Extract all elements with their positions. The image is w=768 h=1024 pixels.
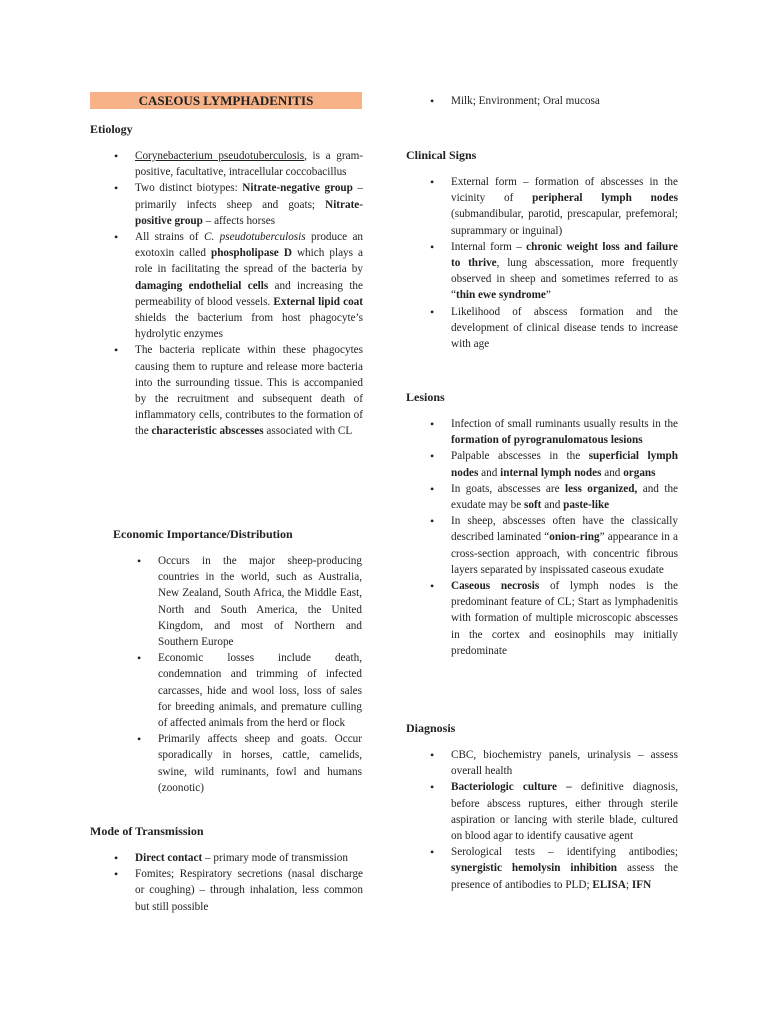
text-run: Bacteriologic culture –	[451, 781, 572, 794]
text-run: The bacteria replicate within these phagocytes causing them to rupture and release more bacteria into the surrounding tissue. This is accompanied by the recruitment and subsequent death of inflammatory cells, contributes to the formation of the	[135, 344, 363, 438]
list-item	[158, 650, 362, 731]
list-item	[451, 779, 678, 844]
text-run: Palpable abscesses in the	[451, 450, 589, 463]
clinical-signs-heading: Clinical Signs	[406, 148, 477, 162]
text-run: thin ewe syndrome	[455, 289, 546, 302]
text-run: assess the presence of antibodies to PLD;	[451, 862, 678, 891]
list-item	[158, 553, 362, 650]
diagnosis-heading: Diagnosis	[406, 721, 456, 735]
text-run: shields the bacterium from host phagocyte’s hydrolytic enzymes	[135, 312, 363, 341]
text-run: External lipid coat	[273, 295, 363, 308]
text-run: less organized,	[565, 482, 638, 495]
text-run: associated with CL	[263, 425, 353, 438]
text-run: Infection of small ruminants usually results in the	[451, 418, 678, 430]
list-item	[451, 448, 678, 480]
text-run: Fomites; Respiratory secretions (nasal discharge or coughing) – through inhalation, less common but still possible	[135, 868, 363, 913]
etiology-heading: Etiology	[90, 122, 133, 136]
clinical-signs-list	[451, 174, 678, 352]
text-run: In sheep, abscesses often have the classically described laminated “	[451, 515, 678, 544]
text-run: synergistic hemolysin inhibition	[451, 862, 618, 875]
text-run: Occurs in the major sheep-producing countries in the world, such as Australia, New Zealand, South Africa, the Middle East, North and South America, the United Kingdom, and most of Northern and Southern Europe	[158, 555, 362, 649]
text-run: ”	[545, 289, 551, 302]
text-run: Caseous necrosis	[451, 580, 540, 593]
text-run: ELISA	[592, 878, 626, 891]
text-run: ;	[625, 878, 632, 891]
list-item	[451, 844, 678, 893]
text-run: of lymph nodes is the predominant feature of CL; Start as lymphadenitis with formation of multiple microscopic abscesses in the cortex and eosinophils may initially predominate	[451, 580, 678, 657]
transmission-heading: Mode of Transmission	[90, 824, 204, 838]
text-run: Nitrate-negative group	[242, 182, 353, 195]
list-item	[135, 229, 363, 342]
text-run: IFN	[631, 878, 652, 891]
text-run: (submandibular, parotid, prescapular, prefemoral; suprammary or inguinal)	[451, 208, 678, 237]
list-item	[135, 342, 363, 439]
list-item	[451, 747, 678, 779]
text-run: characteristic abscesses	[151, 425, 264, 438]
text-run: paste-like	[563, 499, 610, 512]
text-run: Two distinct biotypes:	[135, 182, 243, 195]
list-item	[135, 180, 363, 229]
list-item	[451, 239, 678, 304]
text-run: Corynebacterium pseudotuberculosis	[135, 150, 305, 162]
text-run: Economic losses include death, condemnation and trimming of infected carcasses, hide and wool loss, loss of sales for breeding animals, and premature culling of affected animals from the herd or flock	[158, 652, 362, 730]
text-run: definitive diagnosis, before abscess ruptures, either through sterile aspiration or lancing with sterile blade, cultured on blood agar to identify causative agent	[451, 781, 678, 843]
text-run: and	[478, 466, 501, 479]
list-item	[158, 731, 362, 796]
page-title: CASEOUS LYMPHADENITIS	[90, 92, 362, 109]
text-run: In goats, abscesses are	[451, 482, 566, 495]
economic-list	[158, 553, 362, 796]
transmission-list-continued	[451, 93, 678, 109]
list-item	[135, 866, 363, 915]
text-run: and the exudate may be	[451, 482, 679, 512]
text-run: , lung abscessation, more frequently observed in sheep and sometimes referred to as “	[451, 257, 678, 302]
text-run: ” appearance in a cross-section approach, with concentric fibrous layers separated by inspissated caseous exudate	[451, 531, 678, 576]
text-run: onion-ring	[549, 531, 600, 544]
list-item	[451, 93, 678, 109]
text-run: Serological tests – identifying antibodies;	[451, 846, 678, 859]
text-run: peripheral lymph nodes	[532, 192, 678, 205]
economic-heading: Economic Importance/Distribution	[113, 527, 293, 541]
text-run: and	[541, 499, 564, 512]
text-run: which plays a role in facilitating the spread of the bacteria by	[135, 247, 363, 276]
text-run: – primarily infects sheep and goats;	[135, 182, 363, 211]
text-run: superficial lymph nodes	[451, 450, 678, 479]
text-run: Likelihood of abscess formation and the development of clinical disease tends to increase with age	[451, 305, 678, 351]
text-run: CBC, biochemistry panels, urinalysis – assess overall health	[451, 749, 678, 778]
list-item	[135, 148, 363, 180]
text-run: , is a gram-positive, facultative, intracellular coccobacillus	[135, 150, 364, 179]
lesions-list	[451, 416, 678, 659]
list-item	[451, 513, 678, 578]
text-run: formation of pyrogranulomatous lesions	[451, 434, 643, 447]
etiology-list	[135, 148, 363, 440]
text-run: Primarily affects sheep and goats. Occur sporadically in horses, cattle, camelids, swine, wild ruminants, fowl and humans (zoonotic)	[158, 733, 362, 794]
text-run: C. pseudotuberculosis	[204, 231, 306, 244]
list-item	[135, 850, 363, 866]
text-run: phospholipase D	[210, 247, 292, 260]
list-item	[451, 174, 678, 239]
text-run: soft	[524, 499, 542, 512]
text-run: internal lymph nodes	[500, 466, 602, 479]
text-run: – primary mode of transmission	[202, 852, 348, 864]
text-run: chronic weight loss and failure to thrive	[451, 240, 678, 270]
text-run: All strains of	[135, 231, 204, 244]
lesions-heading: Lesions	[406, 390, 445, 404]
list-item	[451, 578, 678, 659]
list-item	[451, 304, 678, 353]
list-item	[451, 416, 678, 448]
text-run: damaging endothelial cells	[135, 279, 269, 292]
text-run: organs	[623, 466, 656, 479]
text-run: and	[601, 466, 624, 479]
text-run: Internal form –	[451, 240, 527, 253]
text-run: External form – formation of abscesses in the vicinity of	[451, 176, 678, 205]
list-item	[451, 481, 678, 513]
text-run: Milk; Environment; Oral mucosa	[451, 95, 600, 107]
text-run: produce an exotoxin called	[135, 231, 363, 260]
text-run: – affects horses	[202, 214, 276, 227]
diagnosis-list	[451, 747, 678, 893]
text-run: Nitrate-positive group	[135, 198, 363, 227]
transmission-list	[135, 850, 363, 915]
text-run: Direct contact	[135, 852, 203, 864]
text-run: and increasing the permeability of blood vessels.	[135, 279, 363, 308]
